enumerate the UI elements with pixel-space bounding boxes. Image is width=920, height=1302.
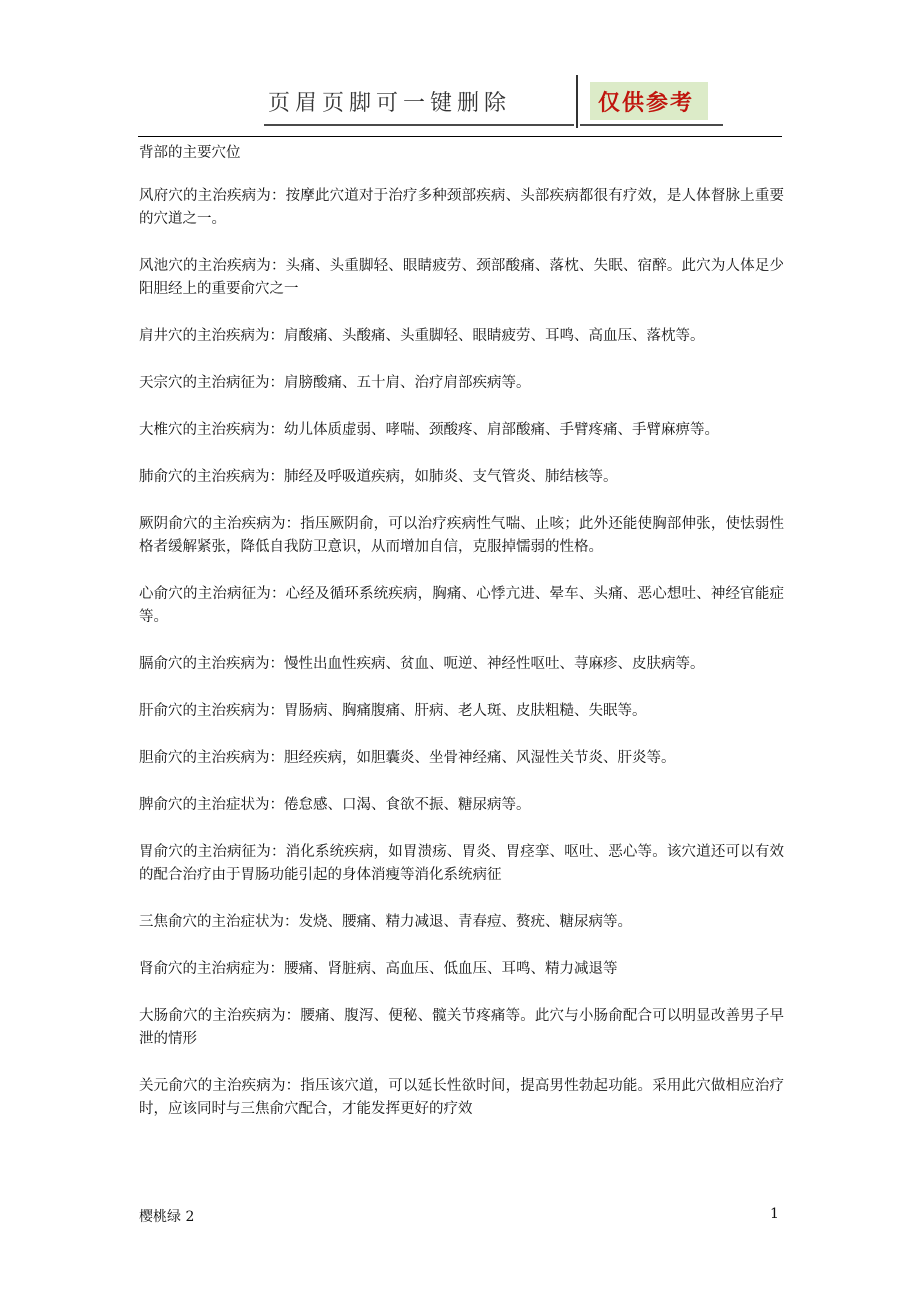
- paragraph: 心俞穴的主治病征为：心经及循环系统疾病，胸痛、心悸亢进、晕车、头痛、恶心想吐、神经官能症等。: [139, 586, 784, 625]
- document-title: 背部的主要穴位: [139, 145, 241, 161]
- paragraph: 关元俞穴的主治疾病为：指压该穴道，可以延长性欲时间，提高男性勃起功能。采用此穴做相应治疗时，应该同时与三焦俞穴配合，才能发挥更好的疗效: [139, 1078, 784, 1117]
- paragraph: 风池穴的主治疾病为：头痛、头重脚轻、眼睛疲劳、颈部酸痛、落枕、失眠、宿醉。此穴为人体足少阳胆经上的重要俞穴之一: [139, 258, 784, 297]
- footer-text: 樱桃绿 2: [139, 1209, 195, 1225]
- header-underline: [264, 124, 574, 126]
- paragraph: 肝俞穴的主治疾病为：胃肠病、胸痛腹痛、肝病、老人斑、皮肤粗糙、失眠等。: [139, 703, 647, 719]
- paragraph: 胃俞穴的主治病征为：消化系统疾病，如胃溃疡、胃炎、胃痉挛、呕吐、恶心等。该穴道还可以有效的配合治疗由于胃肠功能引起的身体消瘦等消化系统病征: [139, 844, 784, 883]
- header-badge: [590, 82, 708, 120]
- paragraph: 大肠俞穴的主治疾病为：腰痛、腹泻、便秘、髋关节疼痛等。此穴与小肠俞配合可以明显改善男子早泄的情形: [139, 1008, 784, 1047]
- document-body: [139, 142, 784, 1145]
- paragraph: 天宗穴的主治病征为：肩膀酸痛、五十肩、治疗肩部疾病等。: [139, 375, 531, 391]
- paragraph: 脾俞穴的主治症状为：倦怠感、口渴、食欲不振、糖尿病等。: [139, 797, 531, 813]
- header-rule: [138, 136, 782, 137]
- paragraph: 膈俞穴的主治疾病为：慢性出血性疾病、贫血、呃逆、神经性呕吐、荨麻疹、皮肤病等。: [139, 656, 705, 672]
- header-text: 页眉页脚可一键删除: [268, 91, 512, 116]
- paragraph: 三焦俞穴的主治症状为：发烧、腰痛、精力减退、青春痘、赘疣、糖尿病等。: [139, 914, 632, 930]
- header-badge-text: 仅供参考: [598, 91, 695, 116]
- paragraph: 风府穴的主治疾病为：按摩此穴道对于治疗多种颈部疾病、头部疾病都很有疗效，是人体督脉上重要的穴道之一。: [139, 188, 784, 227]
- paragraph: 肾俞穴的主治病症为：腰痛、肾脏病、高血压、低血压、耳鸣、精力减退等: [139, 961, 618, 977]
- paragraph: 大椎穴的主治疾病为：幼儿体质虚弱、哮喘、颈酸疼、肩部酸痛、手臂疼痛、手臂麻痹等。: [139, 422, 719, 438]
- paragraph: 胆俞穴的主治疾病为：胆经疾病，如胆囊炎、坐骨神经痛、风湿性关节炎、肝炎等。: [139, 750, 676, 766]
- header-underline-right: [580, 124, 723, 126]
- paragraph: 厥阴俞穴的主治疾病为：指压厥阴俞，可以治疗疾病性气喘、止咳；此外还能使胸部伸张，使怯弱性格者缓解紧张，降低自我防卫意识，从而增加自信，克服掉懦弱的性格。: [139, 516, 784, 555]
- paragraph: 肩井穴的主治疾病为：肩酸痛、头酸痛、头重脚轻、眼睛疲劳、耳鸣、高血压、落枕等。: [139, 328, 705, 344]
- page-header: [0, 0, 920, 140]
- page-number: 1: [770, 1206, 779, 1222]
- header-divider: [576, 75, 578, 128]
- paragraph: 肺俞穴的主治疾病为：肺经及呼吸道疾病，如肺炎、支气管炎、肺结核等。: [139, 469, 618, 485]
